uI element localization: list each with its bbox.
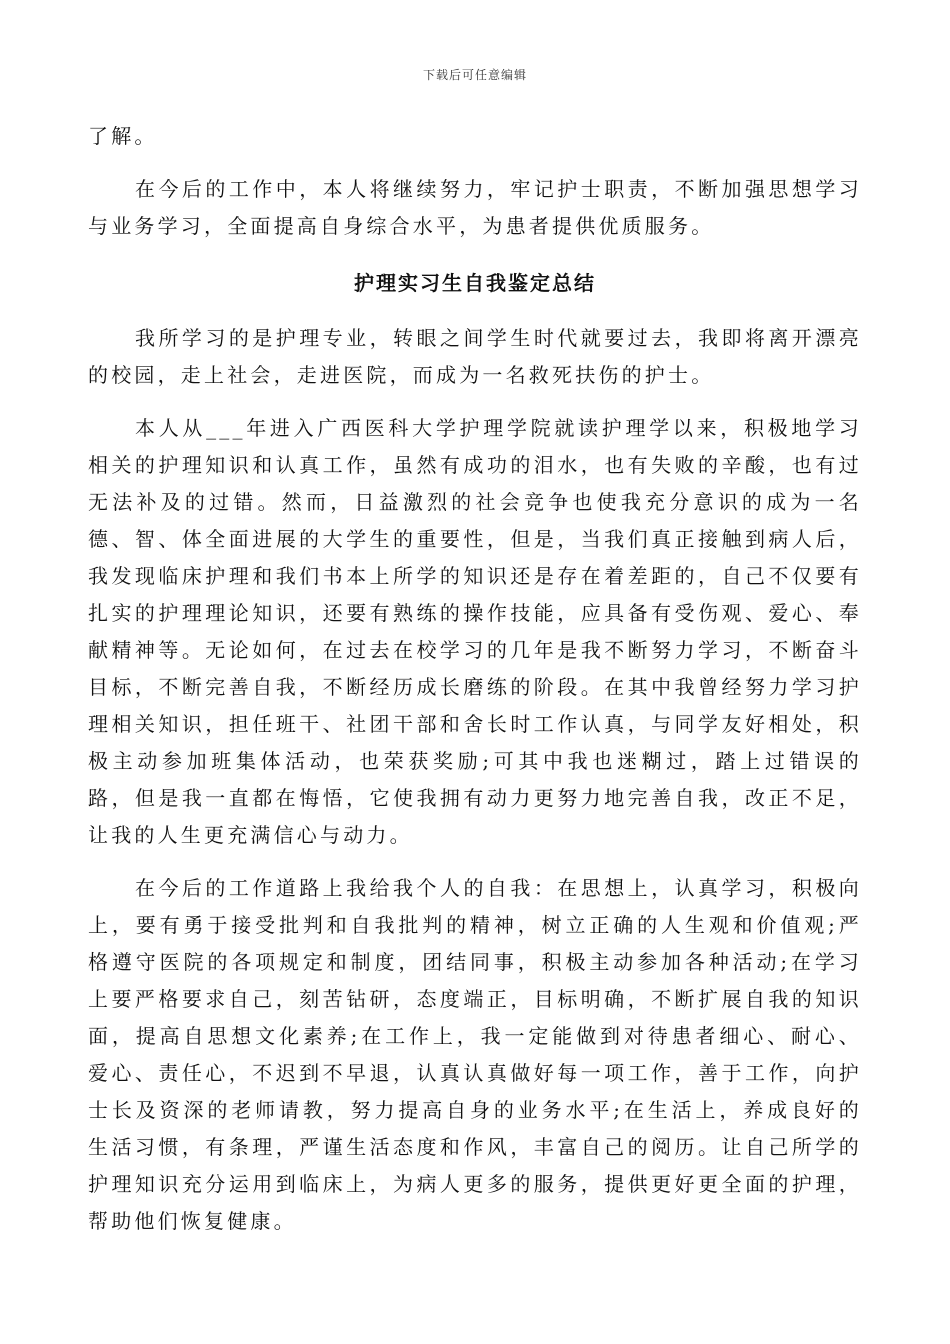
paragraph-future-work: 在今后的工作中，本人将继续努力，牢记护士职责，不断加强思想学习与业务学习，全面提高自身综合水平，为患者提供优质服务。: [88, 177, 862, 238]
paragraph-intro: 我所学习的是护理专业，转眼之间学生时代就要过去，我即将离开漂亮的校园，走上社会，走进医院，而成为一名救死扶伤的护士。: [88, 326, 862, 387]
document-body: [88, 118, 862, 1240]
page-header-note: 下载后可任意编辑: [422, 68, 527, 82]
paragraph-continuation: 了解。: [88, 124, 158, 148]
paragraph-study-experience: 本人从___年进入广西医科大学护理学院就读护理学以来，积极地学习相关的护理知识和认真工作，虽然有成功的泪水，也有失败的辛酸，也有过无法补及的过错。然而，日益激烈的社会竞争也使我充分意识的成为一名德、智、体全面进展的大学生的重要性，但是，当我们真正接触到病人后，我发现临床护理和我们书本上所学的知识还是存在着差距的，自己不仅要有扎实的护理理论知识，还要有熟练的操作技能，应具备有受伤观、爱心、奉献精神等。无论如何，在过去在校学习的几年是我不断努力学习，不断奋斗目标，不断完善自我，不断经历成长磨练的阶段。在其中我曾经努力学习护理相关知识，担任班干、社团干部和舍长时工作认真，与同学友好相处，积极主动参加班集体活动，也荣获奖励;可其中我也迷糊过，踏上过错误的路，但是我一直都在悔悟，它使我拥有动力更努力地完善自我，改正不足，让我的人生更充满信心与动力。: [88, 416, 862, 847]
paragraph-future-plans: 在今后的工作道路上我给我个人的自我：在思想上，认真学习，积极向上，要有勇于接受批判和自我批判的精神，树立正确的人生观和价值观;严格遵守医院的各项规定和制度，团结同事，积极主动参加各种活动;在学习上要严格要求自己，刻苦钻研，态度端正，目标明确，不断扩展自我的知识面，提高自思想文化素养;在工作上，我一定能做到对待患者细心、耐心、爱心、责任心，不迟到不早退，认真认真做好每一项工作，善于工作，向护士长及资深的老师请教，努力提高自身的业务水平;在生活上，养成良好的生活习惯，有条理，严谨生活态度和作风，丰富自己的阅历。让自己所学的护理知识充分运用到临床上，为病人更多的服务，提供更好更全面的护理，帮助他们恢复健康。: [88, 876, 862, 1233]
section-title: 护理实习生自我鉴定总结: [354, 271, 596, 295]
